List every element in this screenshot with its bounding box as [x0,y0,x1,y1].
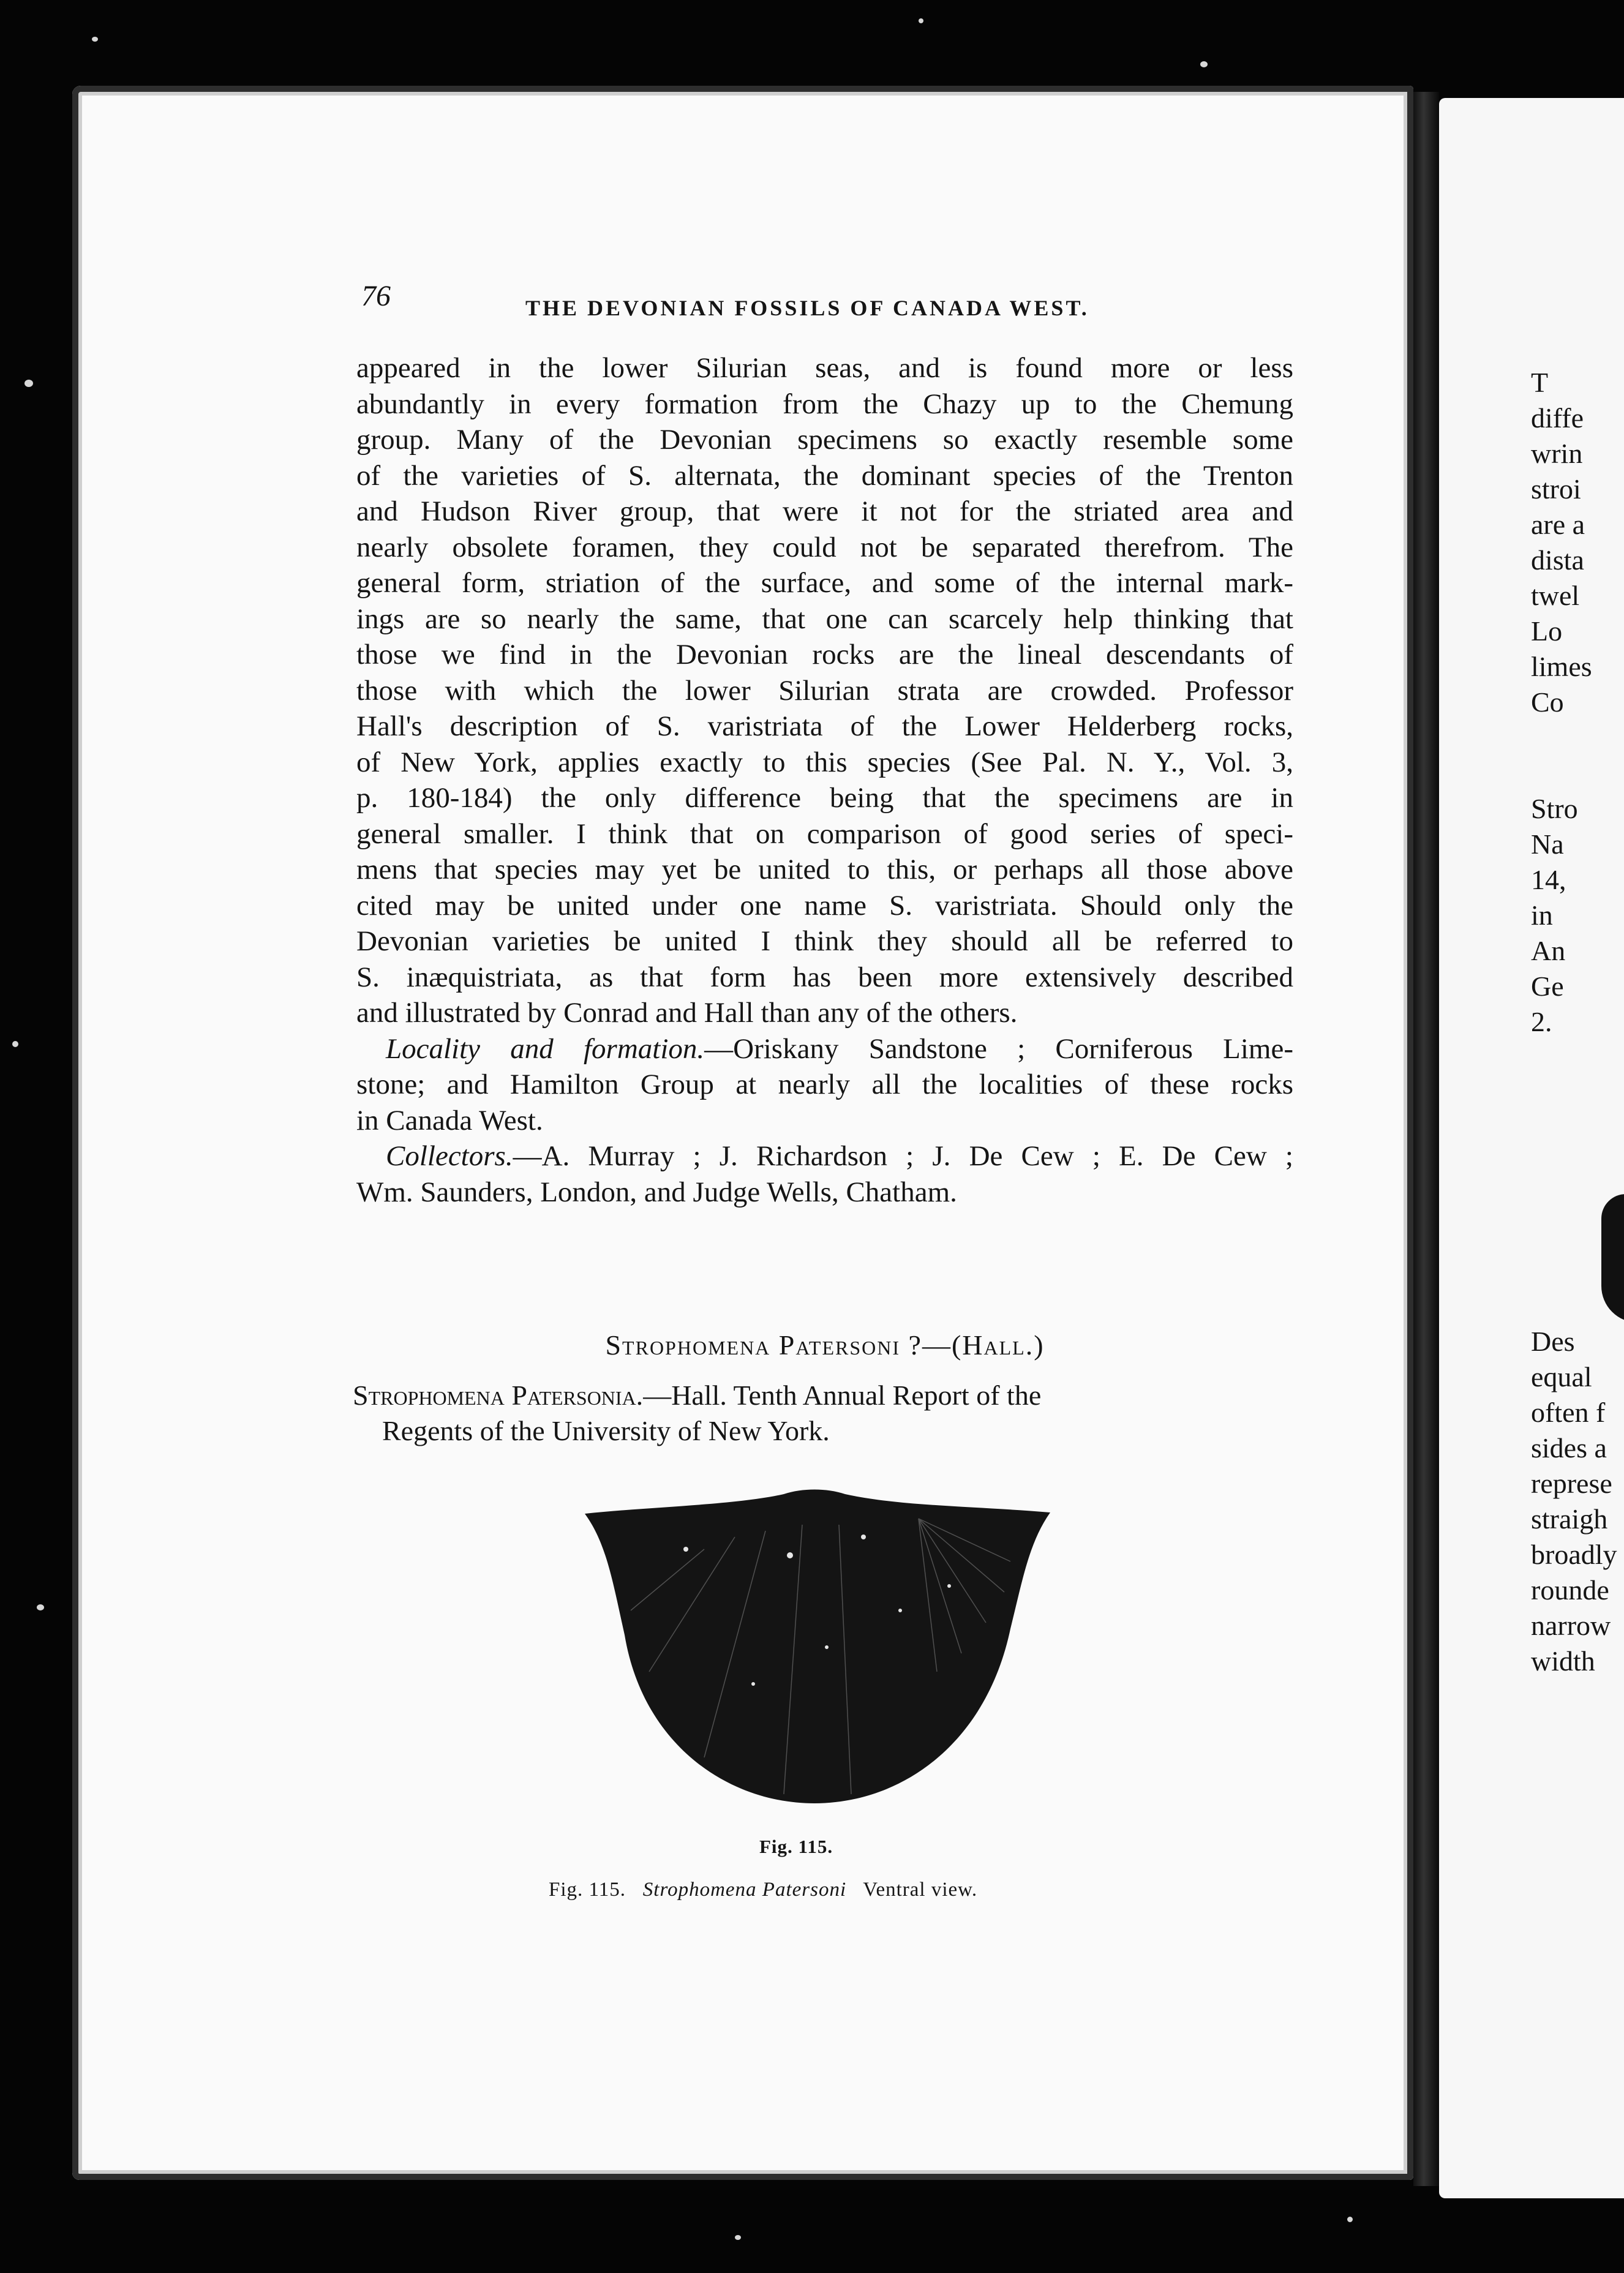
paragraph-locality [356,1031,1293,1139]
text-line: Devonian varieties be united I think they should all be referred to [356,925,1293,957]
right-page-line: diffe [1531,402,1584,434]
right-page-line: equal [1531,1361,1592,1392]
right-page-line: in [1531,900,1553,931]
caption-prefix: Fig. 115. [549,1879,626,1901]
right-page-line: often f [1531,1397,1606,1428]
text-line: those with which the lower Silurian strata are crowded. Professor [356,674,1293,707]
right-page-line: sides a [1531,1432,1607,1463]
text-line: stone; and Hamilton Group at nearly all the localities of these rocks [356,1069,1293,1100]
right-page-line [1531,720,1624,756]
text-line: p. 180-184) the only difference being that the specimens are in [356,782,1293,814]
text-line: appeared in the lower Silurian seas, and is found more or less [356,352,1293,384]
synonymy-entry [353,1378,1293,1449]
scan-speck [24,380,33,387]
text-line: general smaller. I think that on comparison of good series of speci- [356,817,1293,850]
synonym-name: Strophomena Patersonia. [353,1380,644,1411]
scan-speck [92,37,98,42]
right-page-line [1531,756,1624,791]
text-line: in Canada West. [356,1104,543,1136]
text-line: ings are so nearly the same, that one can scarcely help thinking that [356,603,1293,635]
right-page-line: wrin [1531,438,1583,469]
synonym-citation: —Hall. Tenth Annual Report of the [643,1380,1042,1411]
right-page-line: T [1531,367,1549,398]
scan-speck [1347,2217,1353,2222]
text-line [356,1031,1293,1067]
collectors-label: Collectors. [386,1140,513,1172]
synonym-citation-cont: Regents of the University of New York. [382,1415,830,1446]
right-page-line: Na [1531,828,1564,860]
text-line: those we find in the Devonian rocks are the lineal descendants of [356,639,1293,671]
right-page-line: straigh [1531,1503,1608,1535]
running-head: THE DEVONIAN FOSSILS OF CANADA WEST. [525,296,1089,320]
text-line: group. Many of the Devonian specimens so exactly resemble some [356,424,1293,456]
text-line: Wm. Saunders, London, and Judge Wells, Chatham. [356,1176,957,1208]
right-page-line [1531,1146,1624,1182]
text-line: of New York, applies exactly to this species (See Pal. N. Y., Vol. 3, [356,746,1293,778]
text-line: mens that species may yet be united to this, or perhaps all those above [356,854,1293,885]
right-page-line: rounde [1531,1574,1609,1606]
right-page-line: An [1531,935,1566,966]
right-page-line: Lo [1531,615,1563,647]
paragraph-collectors [356,1138,1293,1210]
text-line: and Hudson River group, that were it not for the striated area and [356,495,1293,527]
right-page-line: broadly [1531,1539,1617,1570]
right-page-line: represe [1531,1468,1612,1499]
scan-speck [37,1604,44,1610]
right-page-line: width [1531,1645,1595,1677]
scan-speck [735,2235,741,2240]
caption-species: Strophomena Patersoni [642,1879,847,1901]
right-page-line: 2. [1531,1006,1552,1037]
text-line: Hall's description of S. varistriata of the Lower Helderberg rocks, [356,710,1293,742]
right-page-line: are a [1531,509,1585,540]
collectors-text: —A. Murray ; J. Richardson ; J. De Cew ; E. De Cew ; [513,1140,1293,1172]
text-line: nearly obsolete foramen, they could not be separated therefrom. The [356,531,1293,563]
right-page-line: twel [1531,580,1580,611]
locality-text: —Oriskany Sandstone ; Corniferous Lime- [704,1032,1293,1065]
book-gutter [1413,92,1439,2186]
scan-speck [919,18,923,23]
right-page-line: Co [1531,686,1564,718]
scan-speck [12,1041,18,1047]
right-page-line: narrow [1531,1610,1611,1641]
figure-caption [549,1879,977,1901]
fossil-shell-illustration [582,1488,1053,1806]
text-line: cited may be united under one name S. varistriata. Should only the [356,889,1293,922]
text-line: abundantly in every formation from the Chazy up to the Chemung [356,388,1293,420]
caption-suffix: Ventral view. [863,1879,978,1901]
right-page-line: Ge [1531,971,1564,1002]
right-page-line: Des [1531,1326,1575,1357]
text-line: of the varieties of S. alternata, the dominant species of the Trenton [356,459,1293,492]
right-page-line: Stro [1531,793,1578,824]
body-text [356,350,1293,1210]
right-page-line [1531,1040,1624,1075]
right-page-line [1531,1075,1624,1111]
locality-label: Locality and formation. [386,1032,705,1065]
figure-label: Fig. 115. [759,1836,833,1857]
shell-outline [585,1490,1050,1804]
right-page-line: stroi [1531,473,1581,505]
right-page-line: limes [1531,651,1592,682]
section-heading: Strophomena Patersoni ?—(Hall.) [605,1329,1045,1361]
right-page-line: dista [1531,544,1584,576]
text-line: S. inæquistriata, as that form has been more extensively described [356,961,1293,993]
scan-speck [1200,61,1208,67]
page-number: 76 [361,280,391,312]
paragraph-main [356,350,1293,1031]
text-line: and illustrated by Conrad and Hall than any of the others. [356,997,1018,1029]
text-line: general form, striation of the surface, and some of the internal mark- [356,567,1293,599]
right-page-text [1531,365,1624,1679]
right-page-line: 14, [1531,864,1566,895]
text-line [356,1138,1293,1174]
right-page-line [1531,1111,1624,1146]
